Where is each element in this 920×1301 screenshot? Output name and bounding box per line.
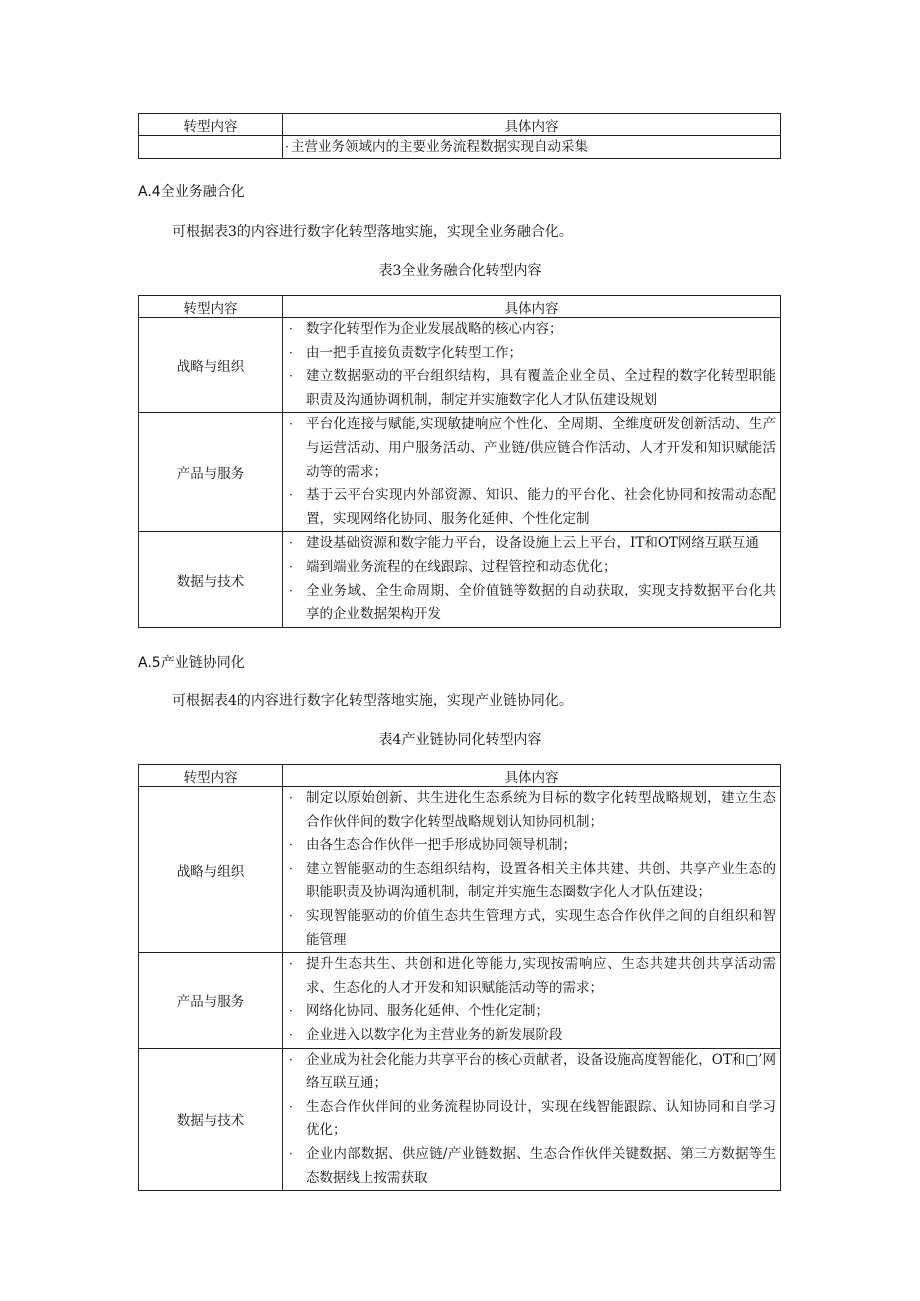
bullet-dot: · [289, 345, 293, 360]
row-label: 产品与服务 [139, 953, 283, 1048]
list-item-text: 由一把手直接负责数字化转型工作； [306, 344, 522, 361]
table-cell-content [283, 953, 781, 1048]
list-item [283, 484, 780, 531]
list-item [283, 1143, 780, 1190]
list-item-text: 企业进入以数字化为主营业务的新发展阶段 [306, 1026, 563, 1043]
list-item-text: 制定以原始创新、共生进化生态系统为目标的数字化转型战略规划，建立生态合作伙伴间的数字化转型战略规划认知协同机制； [306, 790, 776, 830]
row-label: 数据与技术 [139, 532, 283, 627]
bullet-dot: · [289, 957, 293, 972]
list-item [283, 580, 780, 627]
list-item [283, 413, 780, 484]
bullet-dot: · [285, 139, 289, 154]
table-cell-content [283, 1048, 781, 1191]
list-item-text: 建设基础资源和数字能力平台，设备设施上云上平台，IT和OT网络互联互通 [306, 535, 759, 552]
list-item-text: 数字化转型作为企业发展战略的核心内容； [306, 321, 563, 337]
list-item-text: 生态合作伙伴间的业务流程协同设计，实现在线智能跟踪、认知协同和自学习优化； [306, 1098, 776, 1139]
section-intro-a4: 可根据表3的内容进行数字化转型落地实施，实现全业务融合化。 [172, 224, 573, 240]
col-header-left: 转型内容 [139, 114, 283, 136]
list-item-text: 网络化协同、服务化延伸、个性化定制； [306, 1003, 549, 1020]
list-item [283, 1000, 780, 1024]
row-label: 产品与服务 [139, 413, 283, 532]
list-item [283, 1096, 780, 1143]
bullet-dot: · [289, 1146, 293, 1161]
list-item-text: 建立智能驱动的生态组织结构，设置各相关主体共建、共创、共享产业生态的职能职责及协调沟通机制，制定并实施生态圈数字化人才队伍建设； [306, 860, 776, 901]
table-header-row [139, 765, 781, 787]
list-item-text: 实现智能驱动的价值生态共生管理方式，实现生态合作伙伴之间的自组织和智能管理 [306, 907, 776, 948]
bullet-dot: · [289, 417, 293, 432]
table-cell-content [283, 787, 781, 953]
bullet-dot: · [289, 791, 293, 805]
list-item [283, 905, 780, 952]
list-item-text: 提升生态共生、共创和进化等能力,实现按需响应、生态共建共创共享活动需求、生态化的人才开发和知识赋能活动等的需求； [306, 956, 776, 996]
list-item [283, 787, 780, 834]
bullet-dot: · [289, 559, 293, 574]
table-cell-content [283, 318, 781, 413]
list-item [283, 858, 780, 905]
table-cell-empty [139, 136, 283, 159]
row-label: 数据与技术 [139, 1048, 283, 1191]
row-label: 战略与组织 [139, 787, 283, 953]
table-header-row [139, 296, 781, 318]
col-header-right: 具体内容 [283, 114, 781, 136]
list-item [283, 137, 780, 158]
bullet-dot: · [289, 1004, 293, 1019]
bullet-dot: · [289, 861, 293, 876]
table-header-row [139, 114, 781, 136]
bullet-dot: · [289, 838, 293, 853]
list-item-text: 企业成为社会化能力共享平台的核心贡献者，设备设施高度智能化，OT和□’网络互联互通； [306, 1051, 776, 1092]
list-item-text: 建立数据驱动的平台组织结构，具有覆盖企业全员、全过程的数字化转型职能职责及沟通协调机制，制定并实施数字化人才队伍建设规划 [306, 368, 776, 408]
bullet-dot: · [289, 1052, 293, 1067]
list-item-text: 全业务域、全生命周期、全价值链等数据的自动获取，实现支持数据平台化共享的企业数据架构开发 [306, 582, 776, 623]
row-label: 战略与组织 [139, 318, 283, 413]
list-item-text: 由各生态合作伙伴一把手形成协同领导机制； [306, 837, 576, 854]
table-row [139, 136, 781, 159]
table-cell-content [283, 136, 781, 159]
list-item [283, 342, 780, 366]
bullet-dot: · [289, 1099, 293, 1114]
list-item [283, 532, 780, 556]
table-caption-3: 表3全业务融合化转型内容 [378, 263, 542, 279]
continued-table [138, 113, 781, 159]
table-caption-4: 表4产业链协同化转型内容 [378, 732, 542, 748]
table-row [139, 413, 781, 532]
bullet-dot: · [289, 369, 293, 384]
bullet-dot: · [289, 322, 293, 336]
list-item-text: 基于云平台实现内外部资源、知识、能力的平台化、社会化协同和按需动态配置，实现网络化协同、服务化延伸、个性化定制 [306, 487, 776, 527]
table-row [139, 318, 781, 413]
list-item-text: 端到端业务流程的在线跟踪、过程管控和动态优化； [306, 558, 617, 575]
table-3 [138, 295, 781, 628]
list-item [283, 1049, 780, 1096]
list-item [283, 556, 780, 580]
bullet-dot: · [289, 536, 293, 551]
col-header-left: 转型内容 [139, 765, 283, 787]
bullet-dot: · [289, 583, 293, 598]
section-heading-a4: A.4全业务融合化 [138, 184, 245, 200]
list-item [283, 1024, 780, 1048]
table-row [139, 532, 781, 627]
table-cell-content [283, 532, 781, 627]
bullet-dot: · [289, 488, 293, 503]
table-4 [138, 764, 781, 1191]
table-row [139, 1048, 781, 1191]
section-heading-a5: A.5产业链协同化 [138, 655, 245, 671]
list-item [283, 953, 780, 1000]
list-item-text: 主营业务领域内的主要业务流程数据实现自动采集 [291, 138, 588, 155]
section-intro-a5: 可根据表4的内容进行数字化转型落地实施，实现产业链协同化。 [172, 693, 573, 709]
table-row [139, 953, 781, 1048]
list-item-text: 企业内部数据、供应链/产业链数据、生态合作伙伴关键数据、第三方数据等生态数据线上按需获取 [306, 1145, 776, 1186]
col-header-right: 具体内容 [283, 296, 781, 318]
bullet-dot: · [289, 1027, 293, 1042]
col-header-left: 转型内容 [139, 296, 283, 318]
list-item [283, 318, 780, 342]
col-header-right: 具体内容 [283, 765, 781, 787]
table-cell-content [283, 413, 781, 532]
list-item-text: 平台化连接与赋能,实现敏捷响应个性化、全周期、全维度研发创新活动、生产与运营活动、用户服务活动、产业链/供应链合作活动、人才开发和知识赋能活动等的需求； [306, 416, 776, 480]
bullet-dot: · [289, 908, 293, 923]
list-item [283, 834, 780, 858]
list-item [283, 365, 780, 412]
table-row [139, 787, 781, 953]
